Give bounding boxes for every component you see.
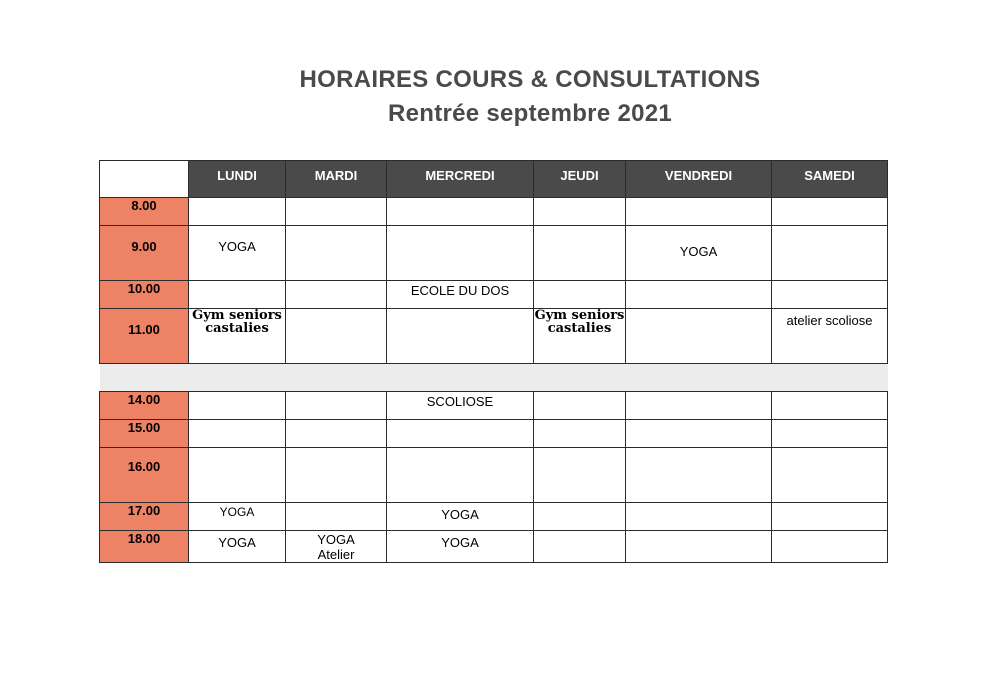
schedule-cell bbox=[772, 420, 888, 448]
schedule-cell bbox=[189, 392, 286, 420]
schedule-cell bbox=[189, 198, 286, 226]
schedule-cell bbox=[534, 420, 626, 448]
schedule-cell bbox=[387, 420, 534, 448]
time-label: 17.00 bbox=[100, 503, 189, 531]
schedule-table bbox=[99, 160, 888, 563]
time-label: 11.00 bbox=[100, 309, 189, 364]
time-label: 8.00 bbox=[100, 198, 189, 226]
table-row bbox=[100, 531, 888, 563]
schedule-cell bbox=[534, 281, 626, 309]
schedule-cell bbox=[387, 198, 534, 226]
schedule-cell bbox=[286, 420, 387, 448]
schedule-cell bbox=[189, 420, 286, 448]
schedule-cell: YOGA Atelier bbox=[286, 531, 387, 563]
schedule-cell bbox=[772, 448, 888, 503]
schedule-cell: YOGA bbox=[189, 531, 286, 563]
schedule-cell: SCOLIOSE bbox=[387, 392, 534, 420]
schedule-cell: atelier scoliose bbox=[772, 309, 888, 364]
day-header-jeudi: JEUDI bbox=[534, 161, 626, 198]
table-row bbox=[100, 198, 888, 226]
schedule-cell bbox=[626, 309, 772, 364]
schedule-cell bbox=[772, 503, 888, 531]
schedule-cell bbox=[534, 198, 626, 226]
day-header-mercredi: MERCREDI bbox=[387, 161, 534, 198]
schedule-cell: Gym seniors castalies bbox=[534, 309, 626, 364]
schedule-cell bbox=[626, 392, 772, 420]
time-label: 15.00 bbox=[100, 420, 189, 448]
schedule-cell bbox=[772, 531, 888, 563]
schedule-cell bbox=[286, 392, 387, 420]
schedule-cell bbox=[286, 309, 387, 364]
schedule-cell bbox=[772, 226, 888, 281]
time-label: 16.00 bbox=[100, 448, 189, 503]
schedule-cell bbox=[626, 198, 772, 226]
table-row bbox=[100, 503, 888, 531]
schedule-cell bbox=[534, 392, 626, 420]
day-header-lundi: LUNDI bbox=[189, 161, 286, 198]
schedule-cell: YOGA bbox=[189, 503, 286, 531]
schedule-cell bbox=[772, 198, 888, 226]
break-row bbox=[100, 364, 888, 392]
table-row bbox=[100, 309, 888, 364]
schedule-cell bbox=[286, 226, 387, 281]
table-row bbox=[100, 392, 888, 420]
header-row bbox=[100, 161, 888, 198]
schedule-cell bbox=[387, 226, 534, 281]
schedule-cell bbox=[534, 531, 626, 563]
schedule-cell bbox=[772, 392, 888, 420]
time-label: 14.00 bbox=[100, 392, 189, 420]
schedule-cell bbox=[626, 503, 772, 531]
schedule-cell bbox=[286, 448, 387, 503]
schedule-cell bbox=[286, 281, 387, 309]
header-corner bbox=[100, 161, 189, 198]
schedule-cell bbox=[772, 281, 888, 309]
day-header-samedi: SAMEDI bbox=[772, 161, 888, 198]
schedule-cell bbox=[534, 226, 626, 281]
schedule-cell bbox=[534, 503, 626, 531]
schedule-cell: YOGA bbox=[387, 531, 534, 563]
schedule-cell bbox=[534, 448, 626, 503]
time-label: 18.00 bbox=[100, 531, 189, 563]
table-row bbox=[100, 226, 888, 281]
schedule-cell bbox=[626, 531, 772, 563]
table-row bbox=[100, 420, 888, 448]
schedule-cell: YOGA bbox=[189, 226, 286, 281]
schedule-cell bbox=[189, 448, 286, 503]
day-header-vendredi: VENDREDI bbox=[626, 161, 772, 198]
schedule-cell bbox=[626, 448, 772, 503]
schedule-cell bbox=[387, 448, 534, 503]
schedule-cell: ECOLE DU DOS bbox=[387, 281, 534, 309]
time-label: 9.00 bbox=[100, 226, 189, 281]
day-header-mardi: MARDI bbox=[286, 161, 387, 198]
schedule-cell bbox=[387, 309, 534, 364]
page-subtitle: Rentrée septembre 2021 bbox=[387, 100, 673, 127]
schedule-cell bbox=[189, 281, 286, 309]
schedule-cell bbox=[286, 198, 387, 226]
lunch-break bbox=[100, 364, 888, 392]
schedule-cell: YOGA bbox=[626, 226, 772, 281]
schedule-cell bbox=[626, 420, 772, 448]
schedule-cell bbox=[626, 281, 772, 309]
time-label: 10.00 bbox=[100, 281, 189, 309]
table-row bbox=[100, 448, 888, 503]
page-title: HORAIRES COURS & CONSULTATIONS bbox=[299, 66, 761, 93]
schedule-cell: YOGA bbox=[387, 503, 534, 531]
schedule-cell: Gym seniors castalies bbox=[189, 309, 286, 364]
schedule-cell bbox=[286, 503, 387, 531]
table-row bbox=[100, 281, 888, 309]
